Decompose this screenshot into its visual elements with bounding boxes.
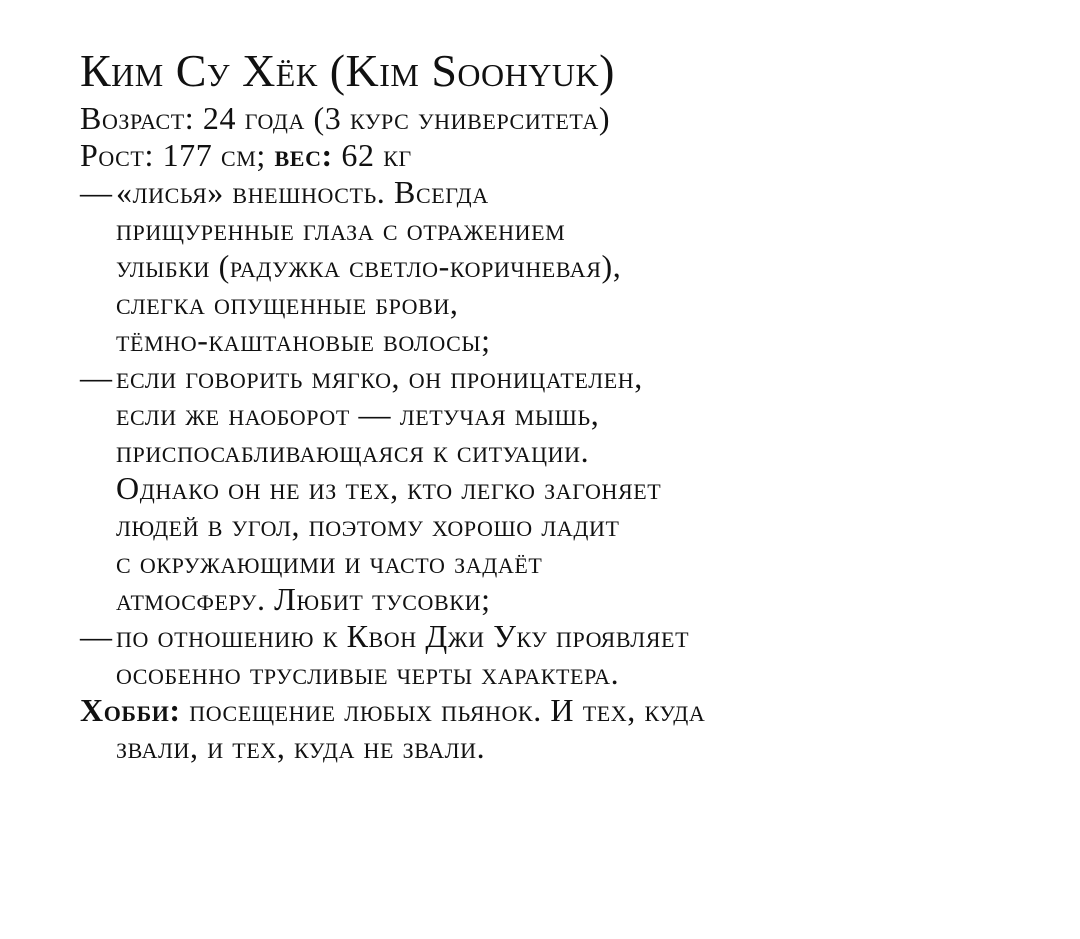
character-profile [80, 42, 1060, 766]
height-weight-line [80, 137, 1060, 174]
bullet-text: если же наоборот — летучая мышь, [116, 396, 600, 432]
bullet-dash: — [80, 174, 113, 210]
age-value: 24 года (3 курс университета) [202, 100, 611, 136]
weight-label: вес: [274, 137, 333, 173]
bullet-text: по отношению к Квон Джи Уку проявляет [116, 618, 690, 654]
bullet-text: если говорить мягко, он проницателен, [116, 359, 643, 395]
bullet-line [80, 618, 1060, 655]
height-label: Рост: [80, 137, 154, 173]
bullet-text: приспосабливающаяся к ситуации. [116, 433, 590, 469]
age-label: Возраст: [80, 100, 195, 136]
hobby-text: звали, и тех, куда не звали. [116, 729, 486, 765]
bullet-dash: — [80, 359, 113, 395]
height-value: 177 см; [162, 137, 266, 173]
bullet-line [80, 174, 1060, 211]
hobby-label: Хобби: [80, 692, 181, 728]
hobby-text: посещение любых пьянок. И тех, куда [189, 692, 706, 728]
bullet-text: с окружающими и часто задаёт [116, 544, 543, 580]
hobby-line [80, 692, 1060, 729]
bullet-text: тёмно-каштановые волосы; [116, 322, 491, 358]
bullet-dash: — [80, 618, 113, 654]
bullet-text: атмосферу. Любит тусовки; [116, 581, 491, 617]
bullet-text: улыбки (радужка светло-коричневая), [116, 248, 622, 284]
bullet-text: особенно трусливые черты характера. [116, 655, 620, 691]
bullet-list [80, 174, 1060, 692]
weight-value: 62 кг [341, 137, 412, 173]
age-line [80, 100, 1060, 137]
bullet-text: прищуренные глаза с отражением [116, 211, 566, 247]
bullet-item-relationship [80, 618, 1060, 692]
bullet-item-personality [80, 359, 1060, 618]
hobby-section [80, 692, 1060, 766]
bullet-item-appearance [80, 174, 1060, 359]
bullet-text: людей в угол, поэтому хорошо ладит [116, 507, 620, 543]
bullet-text: слегка опущенные брови, [116, 285, 459, 321]
character-name-title: Ким Су Хёк (Kim Soohyuk) [80, 45, 615, 96]
bullet-line [80, 359, 1060, 396]
bullet-text: Однако он не из тех, кто легко загоняет [116, 470, 662, 506]
bullet-text: «лисья» внешность. Всегда [116, 174, 489, 210]
